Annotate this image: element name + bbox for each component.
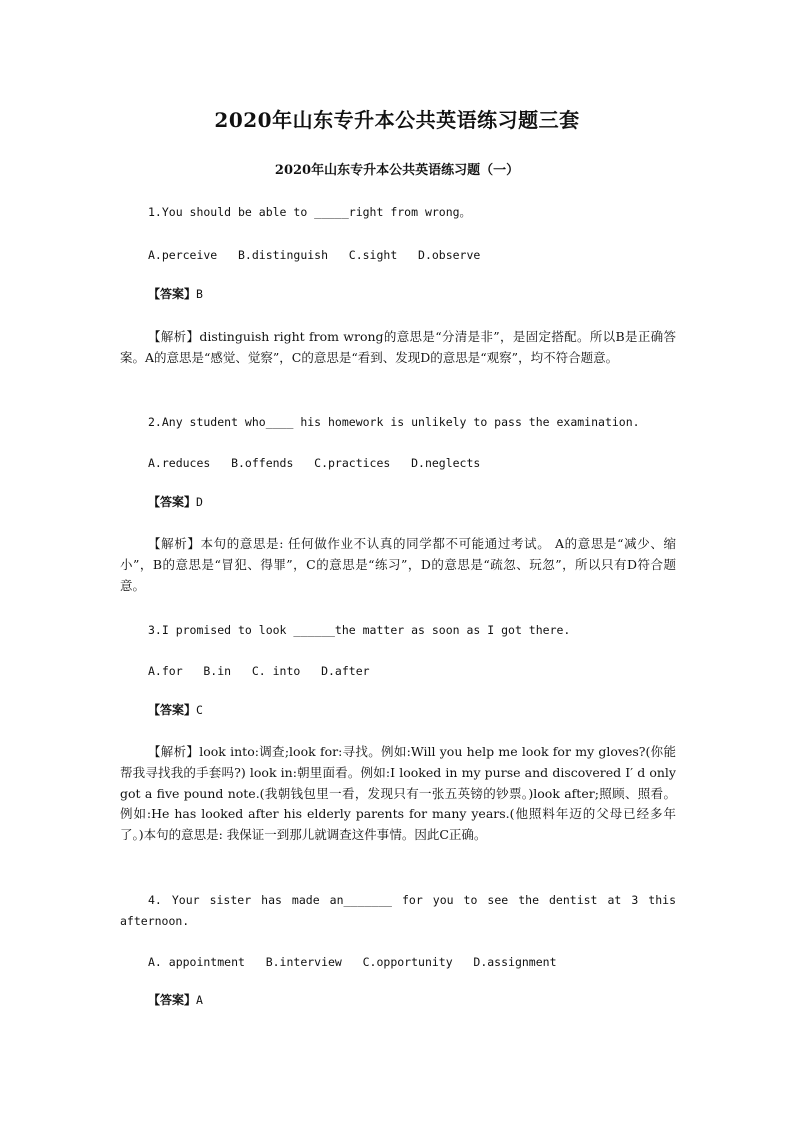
question-2-text: 2.Any student who____ his homework is unlikely to pass the examination. [148,415,640,429]
answer-tag: 【答案】 [148,993,197,1007]
question-4-text: 4. Your sister has made an_______ for you to see the dentist at 3 this afternoon. [120,893,676,928]
question-2-analysis: 【解析】本句的意思是: 任何做作业不认真的同学都不可能通过考试。 A的意思是“减少、缩小”，B的意思是“冒犯、得罪”，C的意思是“练习”，D的意思是“疏忽、玩忽”，所以只有D符合题意。 [120,536,676,593]
question-4-options: A. appointment B.interview C.opportunity D.assignment [148,955,557,969]
question-2-answer [148,492,676,512]
answer-value: C [196,703,203,717]
question-1-analysis: 【解析】distinguish right from wrong的意思是“分清是非”，是固定搭配。所以B是正确答案。A的意思是“感觉、觉察”，C的意思是“看到、发现D的意思是“观察”，均不符合题意。 [120,329,676,365]
answer-tag: 【答案】 [148,287,197,301]
question-3-options: A.for B.in C. into D.after [148,664,370,678]
section-subtitle: 2020年山东专升本公共英语练习题（一） [274,163,520,178]
question-1-options: A.perceive B.distinguish C.sight D.observe [148,248,481,262]
question-2-options: A.reduces B.offends C.practices D.neglects [148,456,481,470]
question-3-text: 3.I promised to look ______the matter as soon as I got there. [148,623,571,637]
question-1-answer [148,284,676,304]
question-1-text: 1.You should be able to _____right from wrong。 [148,205,472,219]
question-3-analysis: 【解析】look into:调查;look for:寻找。例如:Will you help me look for my gloves?(你能帮我寻找我的手套吗?) look in:朝里面看。例如:I looked in my purse and discovered I′ d only got a five pound note.(我朝钱包里一看，发现只有一张五英镑的钞票。)look after;照顾、照看。例如:He has looked after his elderly parents for many years.(他照料年迈的父母已经多年了。)本句的意思是: 我保证一到那儿就调查这件事情。因此C正确。 [120,744,676,843]
document-title: 2020年山东专升本公共英语练习题三套 [214,108,580,132]
answer-tag: 【答案】 [148,495,197,509]
answer-value: A [196,993,203,1007]
answer-tag: 【答案】 [148,703,197,717]
answer-value: B [196,287,203,301]
question-4-answer [148,990,676,1010]
answer-value: D [196,495,203,509]
question-3-answer [148,700,676,720]
